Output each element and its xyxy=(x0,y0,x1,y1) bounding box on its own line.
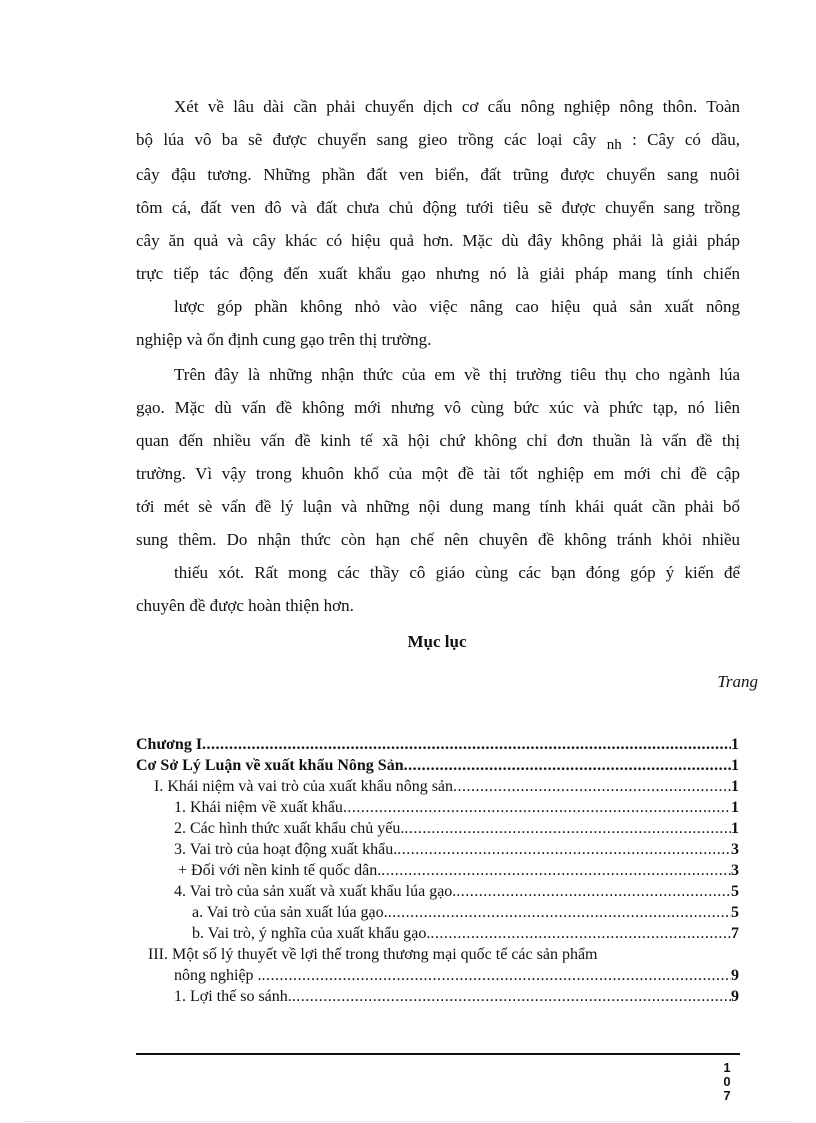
text-line: tôm cá, đất ven đô và đất chưa chủ động tưới tiêu sẽ được chuyển sang trồng xyxy=(136,198,740,217)
toc-entry[interactable]: 2. Các hình thức xuất khẩu chủ yếu. ..... 1 xyxy=(136,818,739,839)
text-line: tới mét sè vấn đề lý luận và những nội dung mang tính khái quát cần phải bổ xyxy=(136,497,740,516)
page-bottom-border xyxy=(24,1121,792,1122)
text-line: quan đến nhiều vấn đề kinh tế xã hội chứ không chỉ đơn thuần là vấn đề thị xyxy=(136,431,740,450)
table-of-contents xyxy=(136,734,739,1007)
toc-entry[interactable]: nông nghiệp . ..... 9 xyxy=(136,965,739,986)
toc-title: Mục lục xyxy=(407,632,467,651)
toc-entry[interactable]: b. Vai trò, ý nghĩa của xuất khẩu gạo. ..... 7 xyxy=(136,923,739,944)
text-line: thiếu xót. Rất mong các thầy cô giáo cùng các bạn đóng góp ý kiến để xyxy=(174,563,740,582)
text-line: cây ăn quả và cây khác có hiệu quả hơn. Mặc dù đây không phải là giải pháp xyxy=(136,231,740,250)
toc-entry[interactable]: a. Vai trò của sản xuất lúa gạo. ..... 5 xyxy=(136,902,739,923)
text-line: lược góp phần không nhỏ vào việc nâng cao hiệu quả sản xuất nông xyxy=(174,297,740,316)
text-line: nghiệp và ổn định cung gạo trên thị trường. xyxy=(136,330,432,349)
subscript-text: nh xyxy=(606,137,622,153)
toc-entry[interactable]: 1. Khái niệm về xuất khẩu ..... 1 xyxy=(136,797,739,818)
text-line: trường. Vì vậy trong khuôn khổ của một đề tài tốt nghiệp em mới chỉ đề cập xyxy=(136,464,740,483)
toc-entry[interactable]: 1. Lợi thế so sánh. ..... 9 xyxy=(136,986,739,1007)
toc-page-header: Trang xyxy=(717,672,758,691)
toc-entry[interactable]: 4. Vai trò của sản xuất và xuất khẩu lúa gạo. ..... 5 xyxy=(136,881,739,902)
page-number: 1 0 7 xyxy=(723,1060,731,1103)
paragraph-1 xyxy=(136,90,740,356)
footer-rule xyxy=(136,1053,740,1055)
text-line: sung thêm. Do nhận thức còn hạn chế nên chuyên đề không tránh khỏi nhiều xyxy=(136,530,740,549)
text-line: trực tiếp tác động đến xuất khẩu gạo nhưng nó là giải pháp mang tính chiến xyxy=(136,264,740,283)
toc-entry[interactable]: I. Khái niệm và vai trò của xuất khẩu nông sản ..... 1 xyxy=(136,776,739,797)
text-line: Trên đây là những nhận thức của em về thị trường tiêu thụ cho ngành lúa xyxy=(174,365,740,384)
paragraph-2 xyxy=(136,358,740,622)
toc-entry[interactable]: 3. Vai trò của hoạt động xuất khẩu. ..... 3 xyxy=(136,839,739,860)
toc-entry[interactable]: III. Một số lý thuyết về lợi thế trong thương mại quốc tế các sản phẩm xyxy=(148,946,598,963)
toc-entry[interactable]: Cơ Sở Lý Luận về xuất khẩu Nông Sản ..... 1 xyxy=(136,755,739,776)
text-line: Xét về lâu dài cần phải chuyển dịch cơ cấu nông nghiệp nông thôn. Toàn xyxy=(174,97,740,116)
text-line: chuyên đề được hoàn thiện hơn. xyxy=(136,596,354,615)
text-line: cây đậu tương. Những phần đất ven biển, đất trũng được chuyển sang nuôi xyxy=(136,165,740,184)
text-line: gạo. Mặc dù vấn đề không mới nhưng vô cùng bức xúc và phức tạp, nó liên xyxy=(136,398,740,417)
text-line: bộ lúa vô ba sẽ được chuyển sang gieo trồng các loại cây nh : Cây có dầu, xyxy=(136,130,741,153)
toc-entry[interactable]: + Đối với nền kinh tế quốc dân. ..... 3 xyxy=(136,860,739,881)
toc-entry[interactable]: Chương I ..... 1 xyxy=(136,734,739,755)
